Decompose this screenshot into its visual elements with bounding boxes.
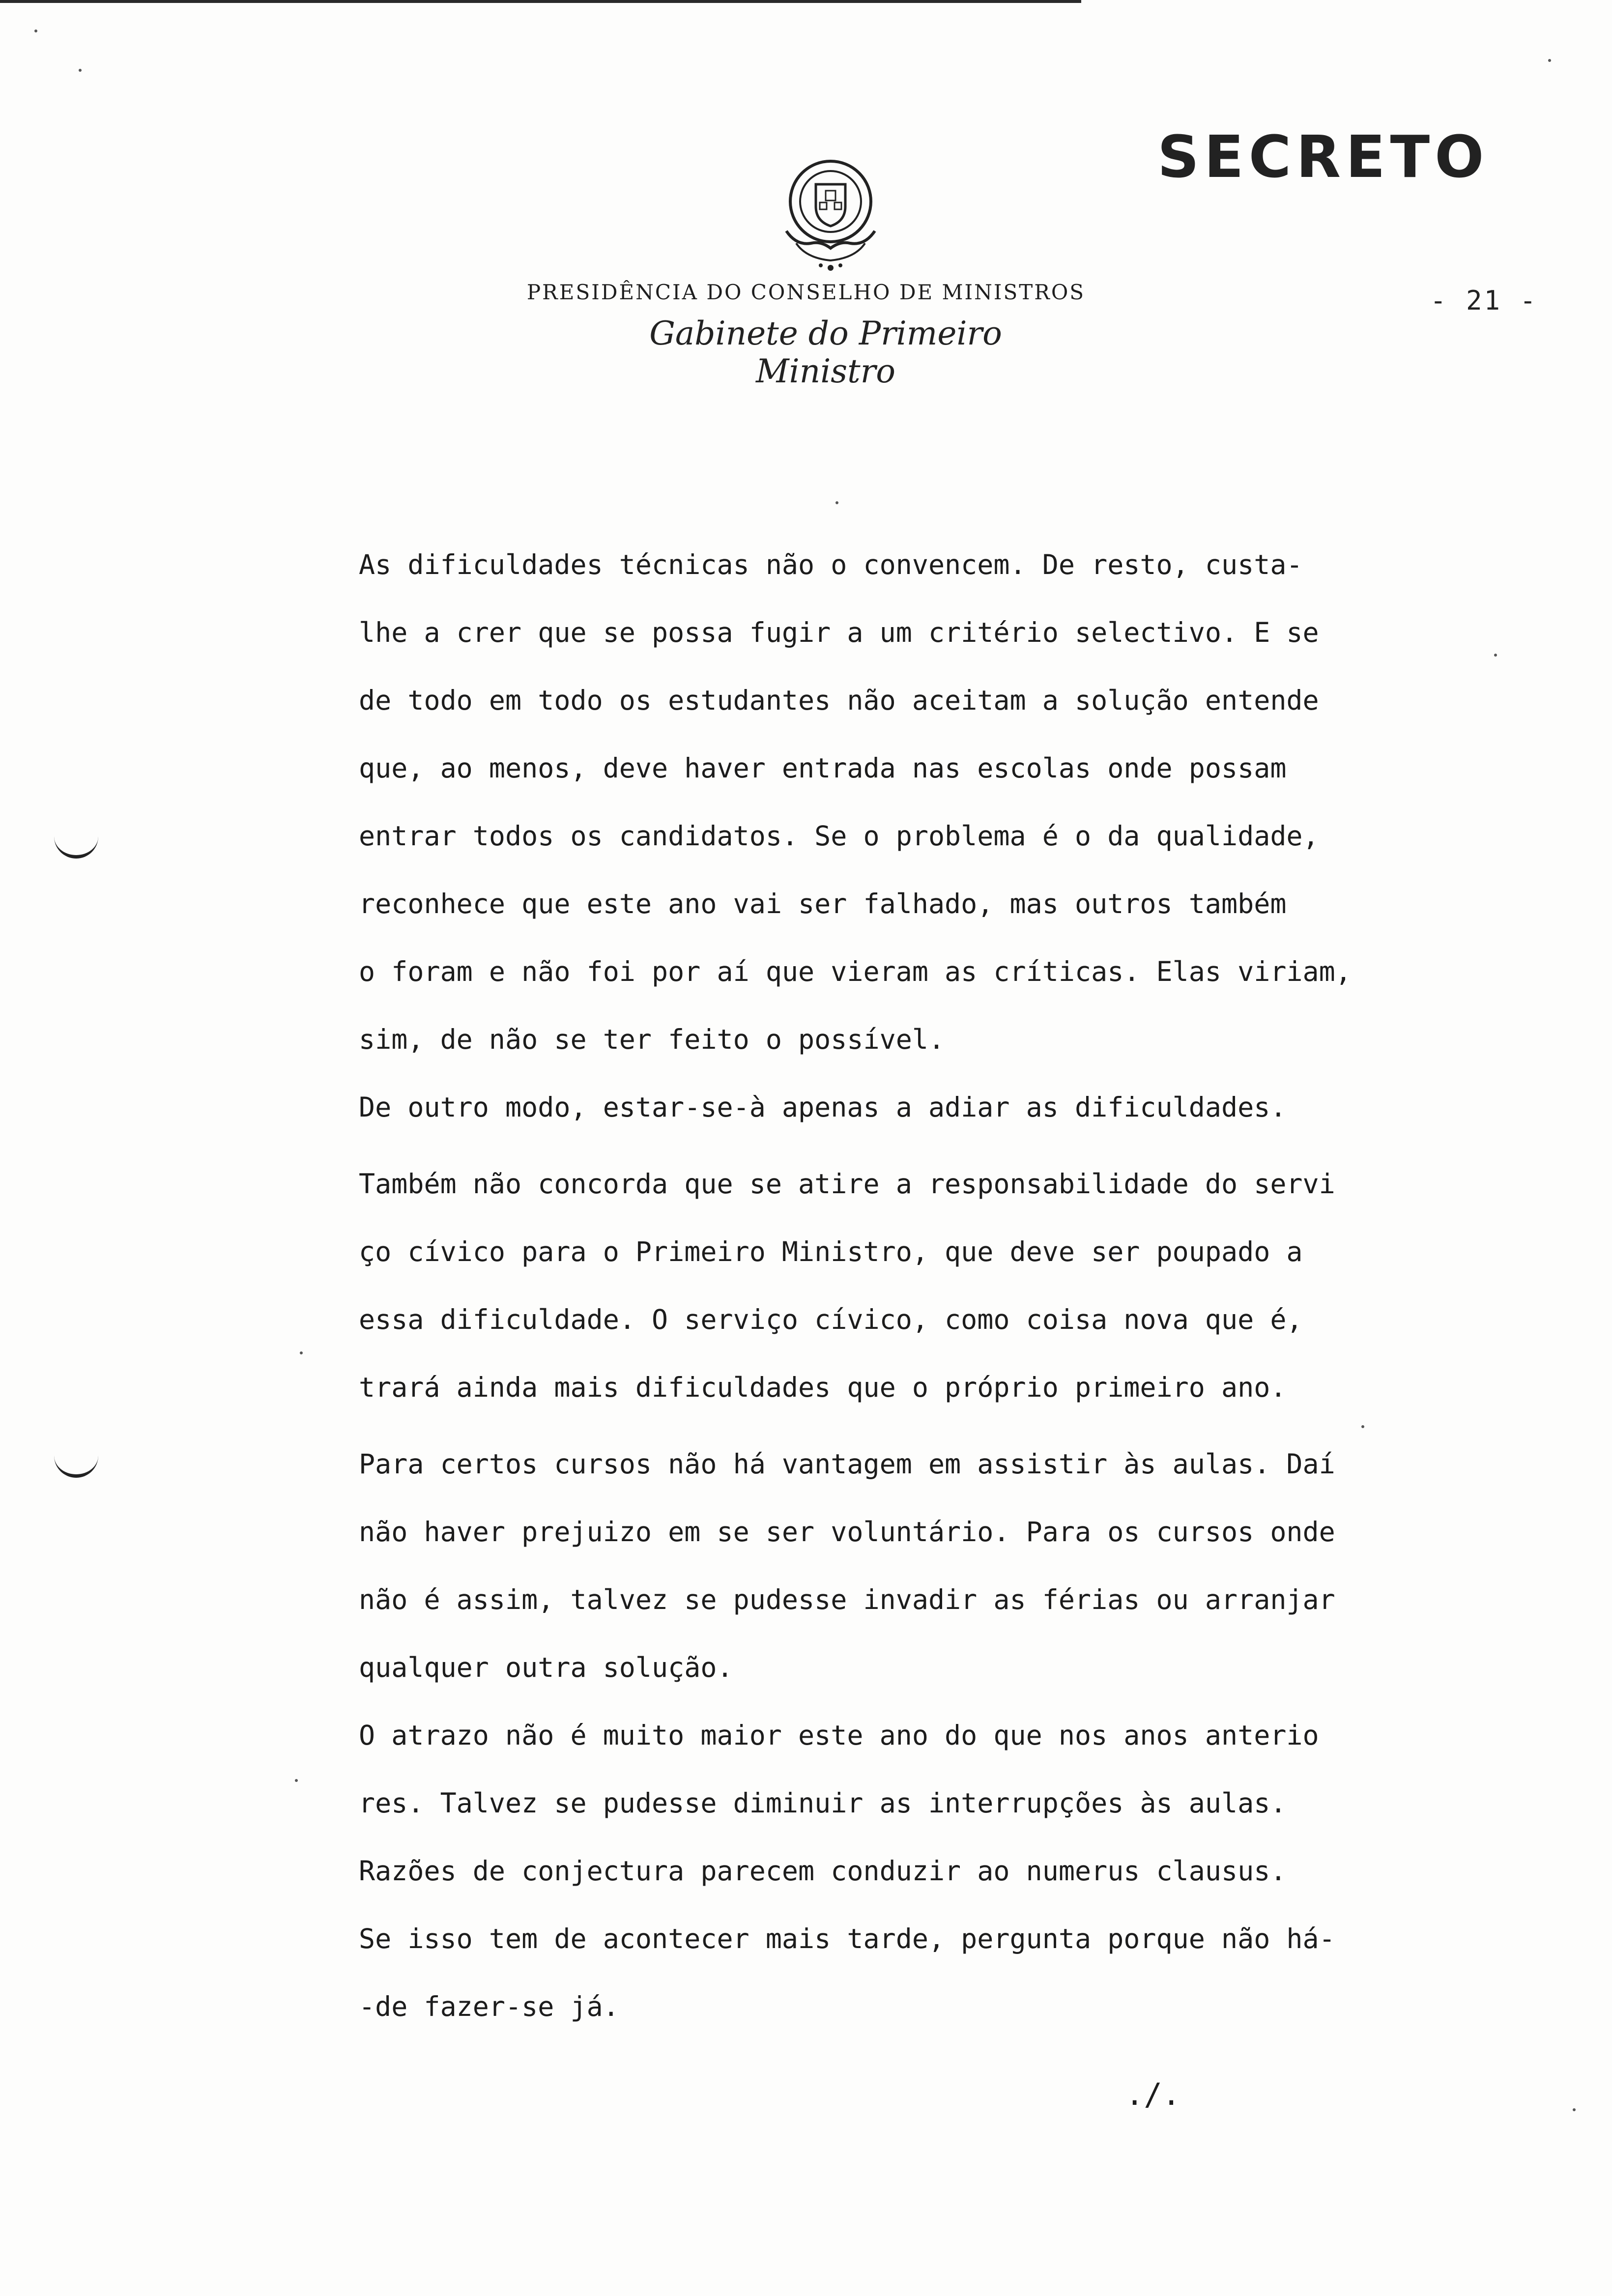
text-line: lhe a crer que se possa fugir a um critério selectivo. E se bbox=[359, 617, 1319, 648]
text-line: que, ao menos, deve haver entrada nas escolas onde possam bbox=[359, 752, 1287, 784]
secret-stamp: SECRETO bbox=[1157, 123, 1489, 191]
text-line: ço cívico para o Primeiro Ministro, que deve ser poupado a bbox=[359, 1236, 1303, 1267]
paper-speck bbox=[835, 501, 838, 504]
text-line: O atrazo não é muito maior este ano do que nos anos anterio bbox=[359, 1720, 1319, 1751]
margin-punch-mark bbox=[54, 835, 98, 859]
top-border-line bbox=[0, 0, 1081, 3]
text-line: Se isso tem de acontecer mais tarde, pergunta porque não há- bbox=[359, 1923, 1335, 1954]
paper-speck bbox=[295, 1779, 298, 1782]
cabinet-subheading: Gabinete do Primeiro Ministro bbox=[649, 315, 1002, 390]
text-line: sim, de não se ter feito o possível. bbox=[359, 1024, 945, 1055]
body-text bbox=[359, 531, 1465, 2040]
text-line: Para certos cursos não há vantagem em assistir às aulas. Daí bbox=[359, 1448, 1335, 1480]
text-line: De outro modo, estar-se-à apenas a adiar as dificuldades. bbox=[359, 1091, 1287, 1123]
text-line: -de fazer-se já. bbox=[359, 1991, 619, 2022]
text-line: Também não concorda que se atire a responsabilidade do servi bbox=[359, 1168, 1335, 1200]
ministry-heading-text: PRESIDÊNCIA DO CONSELHO DE MINISTROS bbox=[526, 280, 1086, 304]
text-line: entrar todos os candidatos. Se o problema é o da qualidade, bbox=[359, 820, 1319, 852]
text-line: Razões de conjectura parecem conduzir ao numerus clausus. bbox=[359, 1855, 1287, 1887]
paper-speck bbox=[1494, 654, 1497, 657]
text-line: trará ainda mais dificuldades que o próprio primeiro ano. bbox=[359, 1372, 1287, 1403]
text-line: o foram e não foi por aí que vieram as críticas. Elas viriam, bbox=[359, 956, 1352, 987]
text-line: não é assim, talvez se pudesse invadir as férias ou arranjar bbox=[359, 1584, 1335, 1615]
ministry-heading bbox=[0, 280, 1612, 304]
paper-speck bbox=[1573, 2108, 1576, 2111]
paper-speck bbox=[1548, 59, 1551, 62]
coat-of-arms-icon bbox=[767, 147, 894, 275]
paper-speck bbox=[34, 29, 37, 32]
text-line: reconhece que este ano vai ser falhado, mas outros também bbox=[359, 888, 1287, 919]
text-line: qualquer outra solução. bbox=[359, 1652, 733, 1683]
continuation-mark: ./. bbox=[1125, 2076, 1180, 2112]
page-number: - 21 - bbox=[1430, 285, 1538, 316]
text-line: de todo em todo os estudantes não aceitam a solução entende bbox=[359, 685, 1319, 716]
text-line: essa dificuldade. O serviço cívico, como coisa nova que é, bbox=[359, 1304, 1303, 1335]
text-line: As dificuldades técnicas não o convencem. De resto, custa- bbox=[359, 549, 1303, 580]
text-line: res. Talvez se pudesse diminuir as interrupções às aulas. bbox=[359, 1787, 1287, 1819]
paper-speck bbox=[79, 69, 82, 72]
text-line: não haver prejuizo em se ser voluntário. Para os cursos onde bbox=[359, 1516, 1335, 1548]
margin-punch-mark bbox=[54, 1455, 98, 1478]
paper-speck bbox=[300, 1351, 303, 1354]
paper-speck bbox=[1361, 1425, 1364, 1428]
